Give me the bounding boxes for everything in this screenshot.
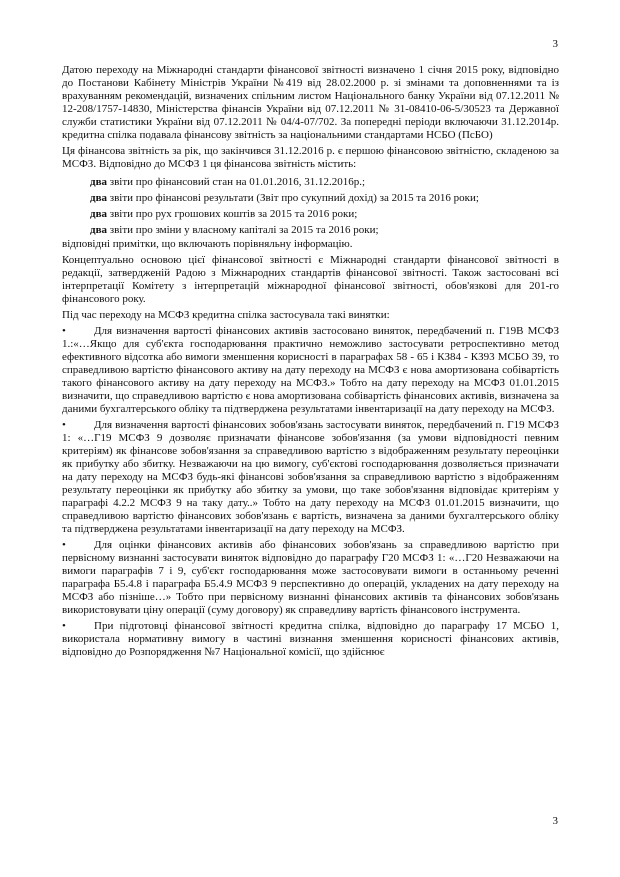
list-item: два звіти про фінансовий стан на 01.01.2016, 31.12.2016р.; (90, 176, 366, 188)
bullet-icon: • (62, 325, 66, 337)
bullet-item: • Для визначення вартості фінансових зобов'язань застосувати виняток, передбачений п. Г19 МСФЗ 1: «…Г19 МСФЗ 9 дозволяє призначати фінансове зобов'язання (за умови відповідності певним критеріям) як фінансове зобов'язання за справедливою вартістю з відображенням результату переоцінки як прибутку або збитку. Незважаючи на цю вимогу, суб'єктові господарювання дозволяється призначати на дату переходу на МСФЗ будь-які фінансові зобов'язання за справедливою вартістю з відображенням результату переоцінки як прибутку або збитку за умови, що таке зобов'язання відповідає критеріям у параграфі 4.2.2 МСФЗ 9 на таку дату..» Тобто на дату переходу на МСФЗ 01.01.2015 визначити, що справедливою вартістю фінансових зобов'язань є вартість, визначена за даними бухгалтерського обліку та підтверджена результатами інвентаризації на дату переходу на МСФЗ. (62, 419, 559, 535)
bullet-item: • При підготовці фінансової звітності кредитна спілка, відповідно до параграфу 17 МСБО 1, використала нормативну вимогу в частині визнання зменшення корисності фінансових активів, відповідно до Розпорядження №7 Національної комісії, що здійснює (62, 620, 559, 658)
statement-list (62, 174, 559, 238)
list-item: два звіти про зміни у власному капіталі за 2015 та 2016 роки; (90, 224, 379, 236)
paragraph-notes: відповідні примітки, що включають порівняльну інформацію. (62, 238, 353, 250)
page-number-bottom: 3 (552, 815, 558, 827)
bullet-icon: • (62, 419, 66, 431)
document-body (62, 64, 559, 662)
paragraph-transition-date: Датою переходу на Міжнародні стандарти фінансової звітності визначено 1 січня 2015 року, відповідно до Постанови Кабінету Міністрів України №419 від 28.02.2000 р. зі змінами та доповненнями та із врахуванням рекомендацій, визначених спільним листом Національного банку України від 07.12.2011 № 12-208/1757-14830, Міністерства фінансів України від 07.12.2011 № 31-08410-06-5/30523 та Державної служби статистики України від 07.12.2011 № 04/4-07/702. За попередні періоди включаючи 31.12.2014р. кредитна спілка подавала фінансову звітність за національними стандартами НСБО (ПсБО) (62, 64, 559, 141)
paragraph-exceptions-intro: Під час переходу на МСФЗ кредитна спілка застосувала такі винятки: (62, 309, 390, 321)
paragraph-conceptual-basis: Концептуально основою цієї фінансової звітності є Міжнародні стандарти фінансової звітності в редакції, затвердженій Радою з Міжнародних стандартів фінансової звітності. Також застосовані всі інтерпретації Комітету з інтерпретацій міжнародної фінансової звітності, обов'язкові для 201-го фінансового року. (62, 254, 559, 305)
bullet-item: • Для визначення вартості фінансових активів застосовано виняток, передбачений п. Г19В МСФЗ 1.:«…Якщо для суб'єкта господарювання практично неможливо застосувати ретроспективно метод ефективного відсотка або вимоги зменшення корисності в параграфах 58 - 65 і КЗ84 - КЗ93 МСБО 39, то справедливою вартістю фінансового активу на дату переходу на МСФЗ є нова амортизована собівартість такого фінансового активу на дату переходу на МСФЗ.» Тобто на дату переходу на МСФЗ 01.01.2015 визначити, що справедливою вартістю є нова амортизована собівартість фінансових активів, визначена за даними бухгалтерського обліку та підтверджена результатами інвентаризації на дату переходу на МСФЗ. (62, 325, 559, 415)
list-item: два звіти про рух грошових коштів за 2015 та 2016 роки; (90, 208, 358, 220)
bullet-icon: • (62, 539, 66, 551)
bullet-icon: • (62, 620, 66, 632)
bullet-item: • Для оцінки фінансових активів або фінансових зобов'язань за справедливою вартістю при первісному визнанні застосувати виняток відповідно до параграфу Г20 МСФЗ 1: «…Г20 Незважаючи на вимоги параграфів 7 і 9, суб'єкт господарювання може застосовувати вимоги в останньому реченні параграфа Б5.4.8 і параграфа Б5.4.9 МСФЗ 9 перспективно до операцій, укладених на дату переходу на МСФЗ або пізніше…» Тобто при первісному визнанні фінансових активів та фінансових зобов'язань використовувати ціну операції (суму договору) як справедливу вартість фінансового інструмента. (62, 539, 559, 616)
paragraph-first-ifrs-statements: Ця фінансова звітність за рік, що закінчився 31.12.2016 р. є першою фінансовою звітністю, складеною за МСФЗ. Відповідно до МСФЗ 1 ця фінансова звітність містить: (62, 145, 559, 170)
list-item: два звіти про фінансові результати (Звіт про сукупний дохід) за 2015 та 2016 роки; (90, 192, 479, 204)
page-number-top: 3 (552, 38, 558, 50)
